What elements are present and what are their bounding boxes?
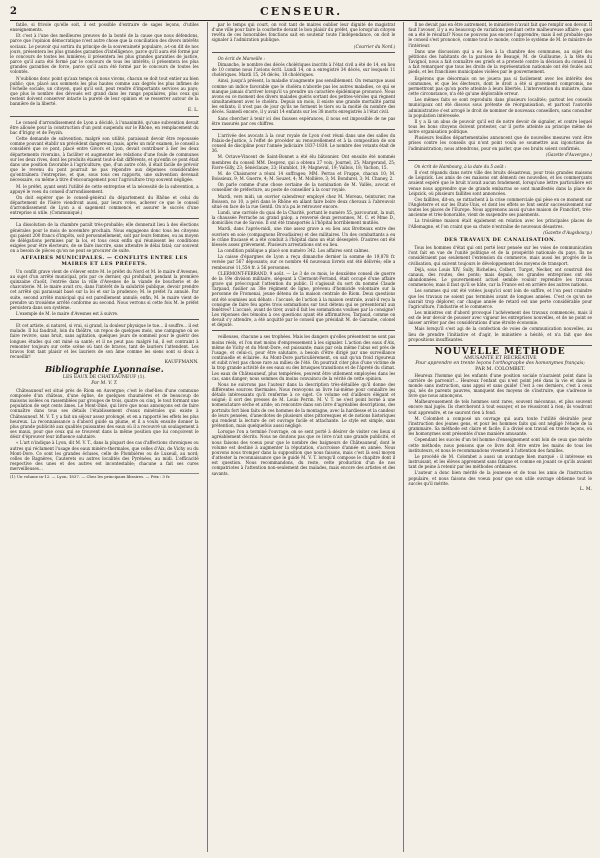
article-paragraph: Il y a là un abus de pouvoir qu'il est de notre devoir de signaler, et contre lequel tous les bons citoyens doivent protester, car il porte atteinte au principe même de notre organisation politique. bbox=[408, 118, 592, 135]
article-paragraph: La troisième maison était également en relation avec les principales places de l'Allemagne, et l'on craint que sa chute n'entraîne de nouveaux désastres. bbox=[408, 218, 592, 229]
article-paragraph: La dissolution de la chambre paraît très-probable; elle donnerait lieu à des élections générales pour le mois de novembre prochain. Nous engageons donc tous les citoyens qui paient 200 francs d'impôts, soit personnellement, soit par leurs femmes, ou au moyen de délégations permises par la loi, et tous ceux enfin qui réunissent les conditions exigées pour être électeurs, de se faire inscrire, sans attendre le délai fatal; car souvent on a besoin de pièces qu'on ne peut se procurer de suite. bbox=[10, 222, 199, 254]
divider bbox=[10, 116, 199, 117]
bibliography-title: Bibliographie Lyonnaise. bbox=[44, 365, 164, 376]
article-paragraph: fatile, si frivole qu'elle soit, il est possible d'extraire de sages leçons, d'utiles enseignements. bbox=[10, 22, 199, 33]
divider bbox=[408, 160, 592, 161]
news-item: L'arrivée des avocats à la cour royale de Lyon s'est réuni dans une des salles du Palais-de-Justice, à l'effet de procéder au renouvellement et à la composition de son conseil de discipline pour l'année judiciaire 1837-1838. Le nombre des votants était de 36. bbox=[211, 132, 396, 154]
masthead-title: CENSEUR. bbox=[259, 5, 343, 18]
dateline: On écrit de Marseille : bbox=[217, 55, 265, 61]
article-paragraph: « L'art n'indique à Lyon, dit M. V. T., dans la plupart des cas d'affections chroniques ou autres qui réclament l'usage des eaux minéro-thermales, que celles d'Aix, de Vichy ou du Mont-Dore. Ce sont les grandes écluses, celle de Plombières ou de Luxeuil, au nord; celles de Bagnères, Cauterets ou autres localités des Pyrénées, au midi. L'efficacité respective des unes et des autres est incontestable; chacune a fait ses cures merveilleuses... bbox=[10, 440, 199, 472]
advertisement-title: NOUVELLE MÉTHODE bbox=[434, 346, 566, 357]
article-paragraph: Il ne devait pas en être autrement, le ministère n'avait fait que remplir son devoir. Il faut l'avouer, il y a eu beaucoup de variations pendant cette malheureuse affaire : quel en a été le résultat? Nous ne pouvons pas encore l'apprendre; mais il est probable que le conseil s'est prononcé, comme tout le monde, contre le système de M. le ministre de l'intérieur. bbox=[408, 22, 592, 48]
column-3 bbox=[403, 22, 592, 852]
article-paragraph: Heureux l'homme qui les enfants d'une position sociale n'auraient point dans la carrière de parvenir!... Heureux l'enfant qui n'est point jeté dans la vie et dans le monde sans instruction, sans appui et sans guide! C'est à ces derniers, c'est à ceux qui, nés de parents pauvres, manquent des moyens de s'instruire, que s'adresse le livre que nous annonçons. bbox=[408, 372, 592, 399]
article-paragraph: Châteauneuf est situé près de Riom en Auvergne; c'est le chef-lieu d'une commune composée d'un château, d'une église, de quelques chaumières et de beaucoup de maisons isolées ou rassemblées par groupes de trois, quatre ou cinq, le tout formant une population de sept cents âmes. Le Mont-Diné, qui livre que nous annonçons est de faire connaître dans tous ses détails l'établissement d'eaux minérales qui existe à Châteauneuf. M. V. T. y a fait un séjour assez prolongé, et en a rapporté les effets les plus heureux. La reconnaissance a d'abord guidé sa plume, et il a voulu ensuite donner la plus grande publicité aux qualités puissantes des eaux où il a recouvré un soulagement à ses maux, pour que ceux qui se trouvent dans la même position que lui conçoivent le désir d'éprouver leur influence salutaire. bbox=[10, 387, 199, 440]
article-paragraph: Cependant les succès d'un tel homme d'enseignement sont loin de ceux que mérite cette méthode; nous pensons que ce livre doit être entre les mains de tous les instituteurs, et nous le recommandons vivement à l'attention des familles. bbox=[408, 437, 592, 453]
divider bbox=[10, 319, 199, 320]
article-paragraph: M. le préfet, ayant senti l'utilité de cette entreprise et la nécessité de la subvention, a appuyé le voeu du conseil d'arrondissement. bbox=[10, 183, 199, 194]
page-header bbox=[10, 6, 592, 21]
article-paragraph: Les ministres ont d'abord provoqué l'achèvement des travaux commencés, mais il est de leur devoir de pousser avec vigueur les entreprises nouvelles, et de ne point se laisser arrêter par des considérations d'une étroite économie. bbox=[408, 309, 592, 326]
columns bbox=[10, 22, 592, 852]
divider bbox=[212, 52, 396, 53]
article-paragraph: Espérons que désormais on ne jouera pas si facilement avec les intérêts des communes, et que les électeurs, dont le droit a été si gravement compromis, ne permettront pas qu'on porte atteinte à leurs libertés. L'intervention du ministre, dans cette circonstance, n'a été qu'une déplorable erreur. bbox=[408, 75, 592, 97]
article-paragraph: Lorsque l'on a terminé l'ouvrage, on se sent porté à désirer de visiter ces lieux si agréablement décrits. Nous ne doutons pas que ce livre n'ait une grande publicité, et nous faisons des voeux pour que le nombre des baigneurs de Châteauneuf, dont le volume est destiné à augmenter la réputation, s'accroisse d'année en année. Nous pouvons nous tromper dans la supposition que nous faisons, mais c'est là seul moyen d'attester la reconnaissance que le guidé M. V. T. lorsqu'il compose le chapitre dont il est question. Nous recommandons, du reste, cette production d'un de nos compatriotes à l'attention non-seulement des malades, mais encore des artistes et des savants. bbox=[211, 429, 396, 476]
article-paragraph: Les sommes qui ont été votées jusqu'ici sont loin de suffire, et l'on peut craindre que les travaux ne soient pas terminés avant de longues années. C'est ce qu'on ne saurait trop déplorer, car chaque année de retard est une perte considérable pour l'agriculture, l'industrie et le commerce. bbox=[408, 288, 592, 309]
bibliography-byline: Par M. V. T. bbox=[91, 380, 118, 386]
newspaper-page bbox=[10, 6, 592, 852]
news-item: Sans chercher à tenir ici des fausses espérances, il nous est impossible de ne pas être rassurés par ces chiffres. bbox=[211, 115, 396, 126]
news-item: Dimanche, le nombre des décès cholériques inscrits à l'état civil a été de 14, en lieu de 10 comme nous l'avions écrit. Lundi 14, on a enregistré 34 décès, sur lesquels 11 cholériques. Mardi 15, 24 décès, 18 cholériques. bbox=[211, 61, 396, 78]
footnote: (1) Un volume in-12. — Lyon, 1837. — Chez les principaux libraires. — Prix : 3 fr. bbox=[10, 473, 199, 480]
article-paragraph: L'auteur a donc bien mérité de la jeunesse et de tous les amis de l'instruction populaire, et nous faisons des voeux pour que son utile ouvrage obtienne tout le succès qu'il mérite. bbox=[408, 470, 592, 486]
article-paragraph: M. Colombet a composé un ouvrage qui aura toute l'utilité désirable pour l'instruction des jeunes gens, et pour les hommes faits qui ont négligé l'étude de la grammaire. Sa méthode est claire et facile; il a divisé son travail en trente leçons, où les homonymes sont présentés d'une manière amusante. bbox=[408, 415, 592, 437]
news-item: Mardi, vers midi, un ouvrier calendreur employé chez M. Moreau, teinturier, rue Boisson, no 10, a péri dans le Rhône en allant faire boire deux chevaux à l'abreuvoir situé en face de la rue Gentil. On n'a pu le retrouver encore. bbox=[211, 193, 396, 209]
dateline: On écrit de Hambourg, à la date du 5 août : bbox=[414, 163, 507, 169]
article-paragraph: Le conseil d'arrondissement de Lyon a décidé, à l'unanimité, qu'une subvention devait être allouée pour la construction d'un pont suspendu sur le Rhône, en remplacement du bac d'Irigny et de Feyzin. bbox=[10, 119, 199, 135]
article-paragraph: N'oublions donc point qu'aux temps où nous vivons, chacun se doit tout entier au bien public; que, placé aux sommets les plus hautes comme aux degrés les plus infimes de l'échelle sociale, un citoyen, quel qu'il soit, peut rendre d'importants services au pays; que plus le nombre des dévoués est grand dans les rangs populaires, plus ceux qui restent doivent conserver intacte la pureté de leur opinion et se resserrer autour de la bannière de la liberté. bbox=[10, 75, 199, 107]
advertisement-author: PAR M. COLOMBET. bbox=[475, 367, 526, 373]
article-signature: KAUFFMANN. bbox=[164, 360, 199, 366]
news-item: CLERMONT-FERRAND, 9 août. — Le 3 de ce mois, le deuxième conseil de guerre de la 19e division militaire, siégeant à Clermont-Ferrand, était occupé d'une affaire grave qui préoccupait l'attention du public. Il s'agissait du sort du nommé Claude Tarpaud, fusilier au 38e régiment de ligne, prévenu d'homicide volontaire sur la personne de Fromenai, jeune détenu de la maison centrale de Riom. Deux questions ont été soumises aux débats : l'accusé, de l'action à la maison centrale, avait-il reçu la consigne de faire feu après trois sommations sur tout détenu qui se présenterait aux fenêtres? L'accusé, avant de tirer, avait-il fait les sommations voulues par la consigne? Les réponses des témoins à ces questions ayant été affirmatives, Tarpaud, comme on devait s'y attendre, a été acquitté par le conseil que présidait M. de Garaube, colonel et député. bbox=[211, 270, 396, 328]
news-item: La caisse d'épargnes de Lyon a reçu dimanche dernier la somme de 19,878 fr. versée par 567 déposants; sur ce nombre 46 nouveaux livrets ont été délivrés; elle a remboursé 11,554 fr. à 56 personnes. bbox=[211, 254, 396, 270]
article-paragraph: Tous les hommes d'état qui ont porté leur pensée sur les voies de communication l'ont fait en vue de l'unité politique et de la prospérité nationale du pays. Ils ne considéraient pas seulement l'extension du commerce, mais aussi les progrès de la civilisation, qui suivent toujours le développement des moyens de transport. bbox=[408, 245, 592, 266]
bibliography-subtitle: LES EAUX DE CHATEAUNEUF (1). bbox=[62, 374, 146, 380]
article-paragraph: On doit espérer que le conseil-général du département du Rhône et celui du département de l'Isère viendront aussi, par leurs votes, achever ce que le conseil d'arrondissement de Lyon a si sagement commencé, et assurer le succès d'une entreprise si utile. (Communiqué.) bbox=[10, 194, 199, 216]
news-item: Ainsi, jusqu'à présent, la maladie n'augmente pas sensiblement. On remarque aussi comme un indice favorable que le choléra n'aborde pas les autres maladies, ce qui se manque jamais d'arriver lorsqu'il va prendre un caractère épidémique prononcé. Nous avons eu ce moment des divers malades guéris sortant des petites-véroles qui règnent simultanément avec le choléra. Depuis un mois, il existe une grande mortalité parmi les enfants; il n'est pas de jour qu'ils ne forment le tiers ou la moitié du nombre des décès. Samedi encore, il y avait 14 enfants sur les 38 morts enregistrés à l'état civil. bbox=[211, 78, 396, 115]
article-paragraph: Ces faillites, dit-on, se rattachent à la crise commerciale qui pèse en ce moment sur l'Angleterre et sur les États-Unis, et dont les effets se font sentir successivement sur toutes les places de l'Europe. Nous apprenons aussi qu'une maison de Francfort, très-ancienne et très-honorable, vient de suspendre ses paiements. bbox=[408, 196, 592, 218]
article-paragraph: Mais lorsqu'il s'est agi de la confection de voies de communication nouvelles, au lieu de prendre l'initiative et d'agir, le ministère a hésité, et n'a fait que des propositions insuffisantes. bbox=[408, 326, 592, 342]
divider bbox=[212, 330, 396, 331]
news-item: On parle comme d'une chose certaine de la nomination de M. Vallès, avocat et conseiller de préfecture, au poste de conseiller à la cour royale. bbox=[211, 182, 396, 193]
article-paragraph: Nous ne suivrons pas l'auteur dans la description très-détaillée qu'il donne des différentes sources thermales. Nous renvoyons au livre lui-même pour connaître les détails intéressants qu'il renferme à ce sujet. Ce volume est d'ailleurs élégant et soigné; il sort des presses de M. Louis Perrin. M. V. T. ne s'est point borné à une nomenclature sèche et aride; on rencontre dans son livre d'agréables descriptions, des portraits fort bien faits de ces hommes de la montagne, avec la hardiesse et la candeur de leurs pensées, d'anecdotes de plusieurs sites pittoresques et de notions historiques qui rendent la lecture de cet ouvrage facile et attachante. Le style est simple, sans prétention, mais quelquefois aussi négligé. bbox=[211, 381, 396, 429]
news-item: La condition publique a placé son numéro 342. Les affaires sont calmes. bbox=[217, 248, 370, 254]
advertisement-tagline: Pour apprendre en trente leçons l'orthographe des homonymes français; bbox=[415, 361, 585, 367]
article-signature: E. L. bbox=[187, 107, 199, 113]
news-item: Mardi, dans l'après-midi, une rixe assez grave a eu lieu aux Brotteaux entre des ouvriers en soie (compagnons Broudiaires) et des militaires. Un des combattants a eu le crâne fracassé et a été conduit à l'hôpital dans un état désespéré. D'autres ont été blessés assez grièvement. Plusieurs arrestations ont eu lieu. bbox=[211, 226, 396, 247]
article-paragraph: Le procédé de M. Colombet a aussi un avantage bien marqué : il intéresse en instruisant, et les élèves apprennent sans fatigue et comme en jouant ce qu'ils avaient tant de peine à retenir par les méthodes ordinaires. bbox=[408, 453, 592, 470]
divider bbox=[212, 129, 396, 130]
article-paragraph: Et c'est à l'une des meilleures preuves de la bonté de la cause que nous défendons, parce que l'opinion démocratique n'est autre chose que la conciliation des divers intérêts sociaux. Le pouvoir qui sortira du principe de la souveraineté populaire, a-t-on dit de nos jours, présentera les plus grandes garanties d'intelligence, parce qu'il aura été formé par le concours de toutes les lumières; il présentera les plus grandes garanties de justice, parce qu'il aura été formé par le concours de tous les intérêts; il présentera les plus grandes garanties de force, parce qu'il aura été formé par le concours de toutes les volontés. bbox=[10, 33, 199, 75]
article-paragraph: L'exemple de M. le maire d'Avesnes est à suivre. bbox=[16, 310, 119, 316]
article-paragraph: Un conflit grave vient de s'élever entre M. le préfet du Nord et M. le maire d'Avesnes, au sujet d'un arrêté municipal, pris par ce dernier, qui prohibait, pendant la première quinzaine d'août, l'entrée dans la ville d'Avesnes de la viande de boucherie et de charcuterie. M. le maire avait cru, dans l'intérêt de la salubrité publique, devoir prendre cet arrêté qui paraissait basé sur la loi et sur la prudence; M. le préfet l'a annulé. Par suite, second arrêté municipal qui est pareillement annulé; enfin, M. le maire vient de prendre un troisième arrêté conforme au second. Nous verrons si cette fois M. le préfet persistera dans son système. bbox=[10, 268, 199, 310]
article-paragraph: par le temps qui court, on voit tant de maires oublier leur dignité de magistrat d'une ville pour faire la courbette devant le bon plaisir du préfet, que lorsqu'un citoyen revêtu de ces honorables fonctions sait en soutenir toute l'indépendance, on doit le signaler à l'admiration publique. bbox=[211, 22, 396, 43]
news-item: M. de Chaisnorer a réuni 14 suffrages; MM. Perras et Frappe, chacun 10; M. Boissieux, 9; M. Guerre, 4; M. Souzet, 4; M. Mollière, 3; M. Bondurel, 3; M. Chaney, 2. bbox=[211, 170, 396, 182]
article-paragraph: Les mêmes faits se sont reproduits dans plusieurs localités; partout les conseils municipaux ont été dissous sous prétexte de réorganisation, et partout l'autorité administrative s'est arrogé le droit de nommer de nouveaux conseillers, sans consulter la population intéressée. bbox=[408, 97, 592, 118]
article-paragraph: Malheureusement de tels hommes sont rares, souvent méconnus, et plus souvent encore mal jugés. Ils chercheront à tout essayer, et ne réussiront à rien; ils voudront tout apprendre, et ne sauront rien à fond. bbox=[408, 399, 592, 415]
column-1 bbox=[10, 22, 199, 852]
section-heading: AFFAIRES MUNICIPALES. — CONFLITS ENTRE LES MAIRES ET LES PRÉFETS. bbox=[20, 255, 188, 267]
source-citation: (Gazette d'Augsbourg.) bbox=[543, 229, 592, 235]
article-paragraph: Et cet artiste, si naturel, si vrai, si grand, la douleur physique le tue... il souffre... il est malade. Il lui faudrait, loin du théâtre, un repos de quelques mois, une campagne où se faire revivre, sans bruit, sans agitation, quelques jours de sommeil pour le guérir des longues études qui ont miné sa santé; et il ne peut pas: malgré lui, il est contraint à remonter toujours sur cette scène où tant de bravos, tant de lauriers l'attendent. Les bravos font tant plaisir et les lauriers de son âme comme les siens sont si doux à recueillir! bbox=[10, 323, 199, 360]
article-paragraph: Déjà, sous Louis XIV, Sully, Richelieu, Colbert, Turgot, Necker, ont construit des canaux, des routes, des ponts; mais depuis, ces grandes entreprises ont été abandonnées. Le gouvernement actuel semble vouloir reprendre les travaux commencés; mais il faut qu'il se hâte, car la France est en arrière des autres nations. bbox=[408, 266, 592, 288]
article-paragraph: veilleuses, chacune a ses trophées. Mais les dangers qu'elles présentent ne sont pas moins réels, et l'on met moins d'empressement à les signaler. L'action des eaux d'Aix, même de Vichy et du Mont-Dore, est puissante; mais par cela même l'abus est près de l'usage, et celui-ci, pour être salutaire, a besoin d'être dirigé par une surveillance continuelle et éclairée. Au Mont-Dore particulièrement, on sait qu'un froid rigoureux et subit n'est pas chose rare au milieu de l'été. On pourrait citer plus d'une victime de la trop grande activité de ses eaux ou des brusques transitions et de l'âpreté du climat. Les eaux de Châteauneuf, plus tempérées, peuvent être utilement employées dans les cas, sans danger; nous sommes du moins convaincu de la vérité de cette opinion. bbox=[211, 334, 396, 381]
column-2 bbox=[207, 22, 396, 852]
article-paragraph: Cette demande de subvention, malgré son utilité, paraissait devoir être repoussée comme pouvant établir un précédent dangereux; mais, après un mûr examen, le conseil a considéré que ce pont, placé entre Givors et Lyon, devait contribuer à lier les deux départements riverains, à faciliter et augmenter les relations d'une foule de communes sur les deux rives, dont les produits étaient tout-à-fait différents, et qu'enfin ce pont était dans une position favorable à l'agriculture; que, d'un autre côté, il était facile de prévoir que le revenu du pont pourrait ne pas répondre aux dépenses considérables qu'entraînera l'entreprise, et que, sous tous ces rapports, une subvention devenait nécessaire, ou même à titre d'encouragement pour l'agriculture trop souvent négligée. bbox=[10, 136, 199, 183]
news-item: Lundi, une carriole du quai de la Charité, portant le numéro 55, parcourant, la nuit, la chaussée Perrache au grand galop, a renversé deux personnes, M. C. et Mme D., domiciliés rue de Savoie. Il ont été transportés à l'hôpital horriblement mutilés. bbox=[211, 210, 396, 226]
page-number: 2 bbox=[10, 6, 17, 17]
article-paragraph: Dans une discussion qui a eu lieu à la chambre des communes, au sujet des pétitions des habitants de la paroisse de Beaugé, M. de Guillaume, à la tête du Tavignol, nous a fait connaître ses griefs et a protesté contre la décision du conseil. Il a fait remarquer que tous les droits de la représentation nationale ont été foulés aux pieds, et les franchises municipales violées par le gouvernement. bbox=[408, 48, 592, 75]
section-heading: DES TRAVAUX DE CANALISATION. bbox=[444, 236, 557, 243]
advertisement-subtitle: AMUSANTE ET RÉCRÉATIVE bbox=[463, 356, 537, 362]
article-signature: L. M. bbox=[579, 486, 592, 492]
divider bbox=[10, 218, 199, 219]
article-paragraph: Il s'est répandu dans notre ville des bruits désastreux, pour trois grandes maisons de Leipzick. Les amis de ces maisons ont démenti ces nouvelles, et les commerçants avaient espéré que le bruit n'avait aucun fondement, lorsqu'une lettre particulière est venue nous apprendre que de grands embarras se sont manifestés dans la place de Leipzick, où plusieurs faillites sont annoncées. bbox=[408, 170, 592, 196]
source-citation: (Courrier du Nord.) bbox=[354, 43, 396, 49]
source-citation: (Gazette d'Auvergne.) bbox=[545, 151, 592, 157]
news-item: M. Octave-Vincent de Saint-Bonnet a été élu bâtonnier. Ont ensuite été nommés membres du conseil MM. Desprez, qui a obtenu 27 voix; Journel, 25; Margerand, 25; Favre-Gilly, 23; Sénéclauze, 23; Humblot, 19; Magneval, 19; Vallois, 18; Vachon, 15. bbox=[211, 154, 396, 170]
divider bbox=[408, 345, 592, 346]
article-paragraph: Plusieurs feuilles départementales annoncent que de nouvelles mesures vont être prises contre les conseils qui n'ont point voulu se soumettre aux injonctions de l'administration; nous attendrons, pour en parler, que ces bruits soient confirmés. bbox=[408, 135, 592, 151]
